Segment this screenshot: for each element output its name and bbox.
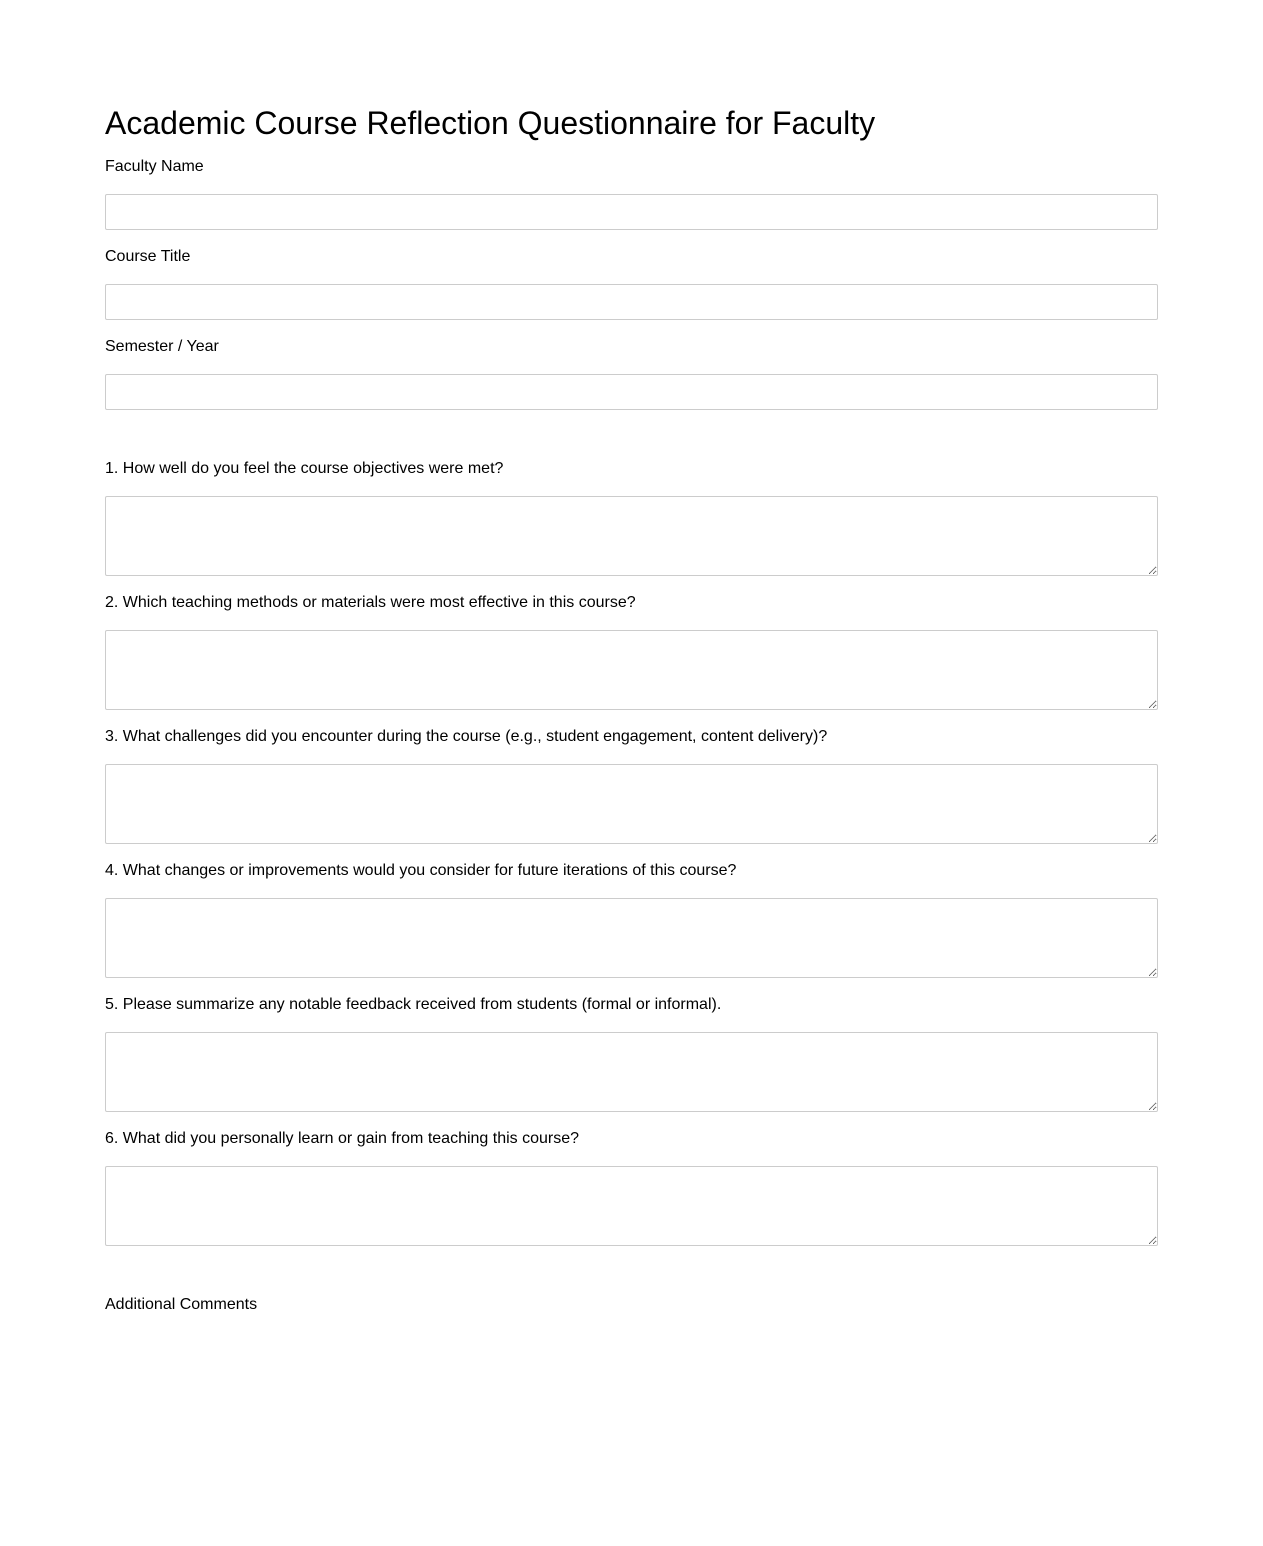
course-title-label: Course Title — [105, 248, 191, 265]
faculty-name-input[interactable] — [105, 194, 1158, 230]
additional-comments-label: Additional Comments — [105, 1296, 258, 1313]
question-6-label: 6. What did you personally learn or gain from teaching this course? — [105, 1130, 580, 1147]
faculty-name-label: Faculty Name — [105, 158, 204, 175]
question-5-textarea[interactable] — [105, 1032, 1158, 1112]
question-1-label: 1. How well do you feel the course objectives were met? — [105, 460, 504, 477]
question-4-label: 4. What changes or improvements would you consider for future iterations of this course? — [105, 862, 737, 879]
question-5-label: 5. Please summarize any notable feedback received from students (formal or informal). — [105, 996, 722, 1013]
question-4-textarea[interactable] — [105, 898, 1158, 978]
semester-year-label: Semester / Year — [105, 338, 219, 355]
question-2-textarea[interactable] — [105, 630, 1158, 710]
question-2-label: 2. Which teaching methods or materials were most effective in this course? — [105, 594, 636, 611]
question-1-textarea[interactable] — [105, 496, 1158, 576]
semester-year-input[interactable] — [105, 374, 1158, 410]
question-6-textarea[interactable] — [105, 1166, 1158, 1246]
page-title: Academic Course Reflection Questionnaire for Faculty — [105, 105, 876, 141]
question-3-textarea[interactable] — [105, 764, 1158, 844]
course-title-input[interactable] — [105, 284, 1158, 320]
question-3-label: 3. What challenges did you encounter during the course (e.g., student engagement, content delivery)? — [105, 728, 828, 745]
